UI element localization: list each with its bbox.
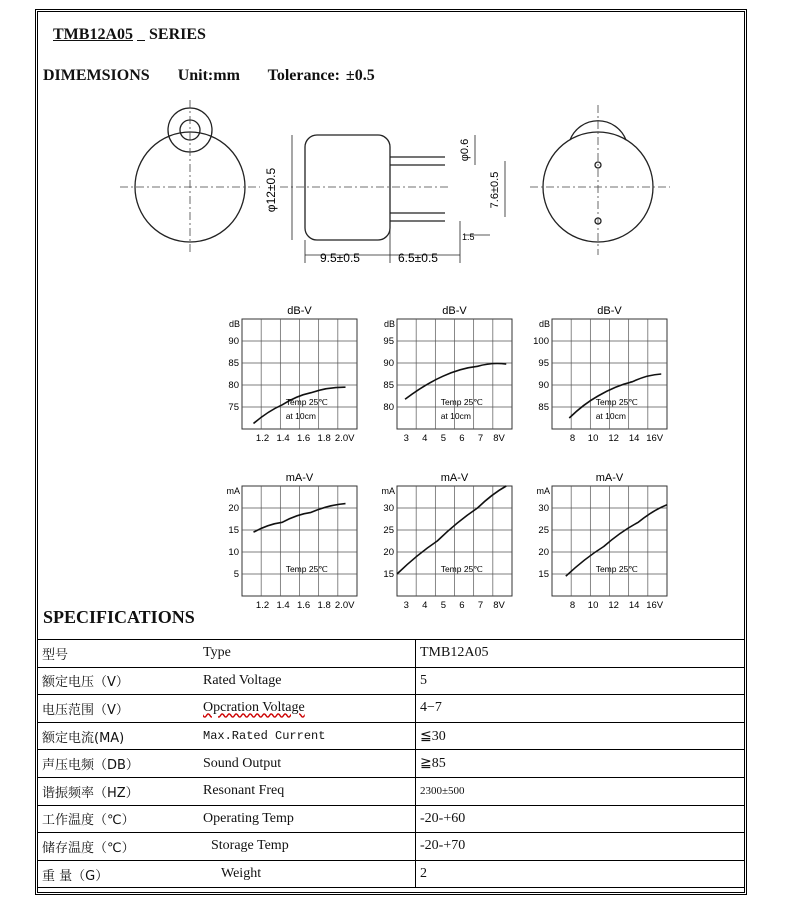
chart-ma-v-2 [375, 470, 515, 610]
chart-note: Temp 25℃ [285, 396, 328, 407]
y-tick-label: 75 [228, 402, 239, 413]
y-tick-label: 25 [383, 525, 394, 536]
y-tick-label: 100 [533, 336, 549, 347]
chart-unit: mA [536, 486, 550, 496]
spec-row [38, 640, 745, 668]
y-tick-label: 80 [383, 402, 394, 413]
chart-title: dB-V [597, 305, 622, 317]
chart-ma-v-1 [220, 470, 360, 610]
spec-value: 4−7 [416, 695, 746, 723]
chart-note: Temp 25℃ [285, 563, 328, 574]
y-tick-label: 95 [538, 358, 549, 369]
spec-en-label: Max.Rated Current [151, 722, 416, 750]
x-tick-label: 12 [608, 600, 619, 610]
x-tick-label: 7 [477, 433, 484, 443]
dimension-drawing [120, 95, 680, 275]
spec-cn-label: 储存温度（℃） [38, 833, 151, 861]
x-tick-label: 1.2 [255, 433, 270, 443]
chart-ma-v-3 [530, 470, 670, 610]
spec-value: 2300±500 [416, 777, 746, 805]
unit-label: Unit:mm [177, 67, 240, 84]
chart-note: at 10cm [285, 410, 316, 421]
spec-row [38, 722, 745, 750]
y-tick-label: 15 [538, 569, 549, 580]
chart-db-v-1 [220, 303, 360, 443]
spec-row [38, 667, 745, 695]
x-tick-label: 6 [459, 600, 465, 610]
series-title [53, 26, 206, 44]
x-tick-label: 14 [628, 600, 640, 610]
x-tick-label: 8V [493, 433, 505, 443]
x-tick-label: 14 [628, 433, 640, 443]
x-tick-label: 1.4 [276, 433, 290, 443]
spec-cn-label: 工作温度（℃） [38, 805, 151, 833]
spec-cn-label: 电压范围（V） [38, 695, 151, 723]
spec-cn-label: 额定电流(MA) [38, 722, 151, 750]
pin-end-label: 1.5 [462, 232, 475, 242]
x-tick-label: 5 [440, 433, 447, 443]
x-tick-label: 3 [403, 433, 409, 443]
x-tick-label: 4 [422, 433, 428, 443]
spec-row [38, 860, 745, 888]
x-tick-label: 16V [646, 433, 664, 443]
x-tick-label: 1.8 [317, 433, 331, 443]
spec-row [38, 777, 745, 805]
height-label: 9.5±0.5 [320, 251, 360, 265]
spec-cn-label: 型号 [38, 640, 151, 668]
spec-en-label: Storage Temp [151, 833, 416, 861]
y-tick-label: 80 [228, 380, 239, 391]
spec-en-label: Sound Output [151, 750, 416, 778]
y-tick-label: 25 [538, 525, 549, 536]
spec-en-label: Resonant Freq [151, 777, 416, 805]
chart-title: dB-V [287, 305, 312, 317]
series-label: SERIES [149, 26, 206, 43]
chart-title: mA-V [440, 472, 469, 484]
chart-title: dB-V [442, 305, 467, 317]
chart-note: at 10cm [595, 410, 626, 421]
spec-value: 5 [416, 667, 746, 695]
x-tick-label: 10 [587, 600, 599, 610]
y-tick-label: 20 [538, 547, 549, 558]
spec-en-label: Opcration Voltage [151, 695, 416, 723]
y-tick-label: 30 [538, 503, 549, 514]
x-tick-label: 3 [403, 600, 409, 610]
spec-value: ≧85 [416, 750, 746, 778]
chart-note: at 10cm [440, 410, 471, 421]
y-tick-label: 15 [228, 525, 239, 536]
y-tick-label: 15 [383, 569, 394, 580]
chart-db-v-2 [375, 303, 515, 443]
x-tick-label: 2.0V [334, 433, 355, 443]
dimensions-title: DIMEMSIONS [43, 67, 150, 84]
x-tick-label: 8V [493, 600, 505, 610]
chart-unit: dB [228, 319, 240, 329]
x-tick-label: 6 [459, 433, 465, 443]
spec-en-label: Type [151, 640, 416, 668]
pin-length-label: 6.5±0.5 [398, 251, 438, 265]
spec-en-label: Weight [151, 860, 416, 888]
y-tick-label: 20 [383, 547, 394, 558]
y-tick-label: 10 [228, 547, 239, 558]
spec-value: ≦30 [416, 722, 746, 750]
dimensions-heading [43, 67, 397, 85]
x-tick-label: 5 [440, 600, 447, 610]
side-view-body [305, 135, 390, 240]
spec-cn-label: 额定电压（V） [38, 667, 151, 695]
chart-note: Temp 25℃ [595, 563, 638, 574]
x-tick-label: 1.6 [296, 600, 311, 610]
spec-value: 2 [416, 860, 746, 888]
spec-cn-label: 重 量（G） [38, 860, 151, 888]
x-tick-label: 7 [477, 600, 484, 610]
spec-row [38, 750, 745, 778]
y-tick-label: 90 [383, 358, 394, 369]
chart-title: mA-V [285, 472, 314, 484]
tolerance-label: Tolerance: ±0.5 [267, 67, 375, 84]
chart-unit: mA [226, 486, 240, 496]
spec-value: TMB12A05 [416, 640, 746, 668]
x-tick-label: 4 [422, 600, 428, 610]
chart-db-v-3 [530, 303, 670, 443]
spec-row [38, 833, 745, 861]
y-tick-label: 5 [233, 569, 239, 580]
y-tick-label: 85 [538, 402, 549, 413]
x-tick-label: 1.8 [317, 600, 331, 610]
y-tick-label: 90 [228, 336, 239, 347]
y-tick-label: 95 [383, 336, 394, 347]
y-tick-label: 85 [383, 380, 394, 391]
chart-note: Temp 25℃ [440, 396, 483, 407]
model-name: TMB12A05 [53, 26, 133, 43]
pin-spacing-label: 7.6±0.5 [489, 171, 501, 209]
specifications-title: SPECIFICATIONS [43, 607, 195, 627]
spec-en-label: Operating Temp [151, 805, 416, 833]
x-tick-label: 10 [587, 433, 599, 443]
chart-unit: dB [538, 319, 550, 329]
x-tick-label: 8 [569, 433, 576, 443]
y-tick-label: 30 [383, 503, 394, 514]
chart-title: mA-V [595, 472, 624, 484]
spec-table [38, 639, 745, 888]
x-tick-label: 1.6 [296, 433, 311, 443]
x-tick-label: 8 [569, 600, 576, 610]
y-tick-label: 85 [228, 358, 239, 369]
x-tick-label: 1.4 [276, 600, 290, 610]
chart-note: Temp 25℃ [440, 563, 483, 574]
spec-cn-label: 声压电频（DB） [38, 750, 151, 778]
spec-value: -20-+70 [416, 833, 746, 861]
y-tick-label: 20 [228, 503, 239, 514]
chart-unit: dB [383, 319, 395, 329]
spec-cn-label: 谐振频率（HZ） [38, 777, 151, 805]
spec-row [38, 805, 745, 833]
spec-row [38, 695, 745, 723]
pin-diameter-label: φ0.6 [459, 138, 471, 162]
x-tick-label: 16V [646, 600, 664, 610]
chart-unit: mA [381, 486, 395, 496]
spec-value: -20-+60 [416, 805, 746, 833]
x-tick-label: 1.2 [255, 600, 270, 610]
chart-curve [405, 363, 506, 399]
x-tick-label: 2.0V [334, 600, 355, 610]
y-tick-label: 90 [538, 380, 549, 391]
spec-en-label: Rated Voltage [151, 667, 416, 695]
chart-note: Temp 25℃ [595, 396, 638, 407]
mount-tab [168, 108, 212, 152]
x-tick-label: 12 [608, 433, 619, 443]
diameter-label: φ12±0.5 [264, 167, 278, 213]
